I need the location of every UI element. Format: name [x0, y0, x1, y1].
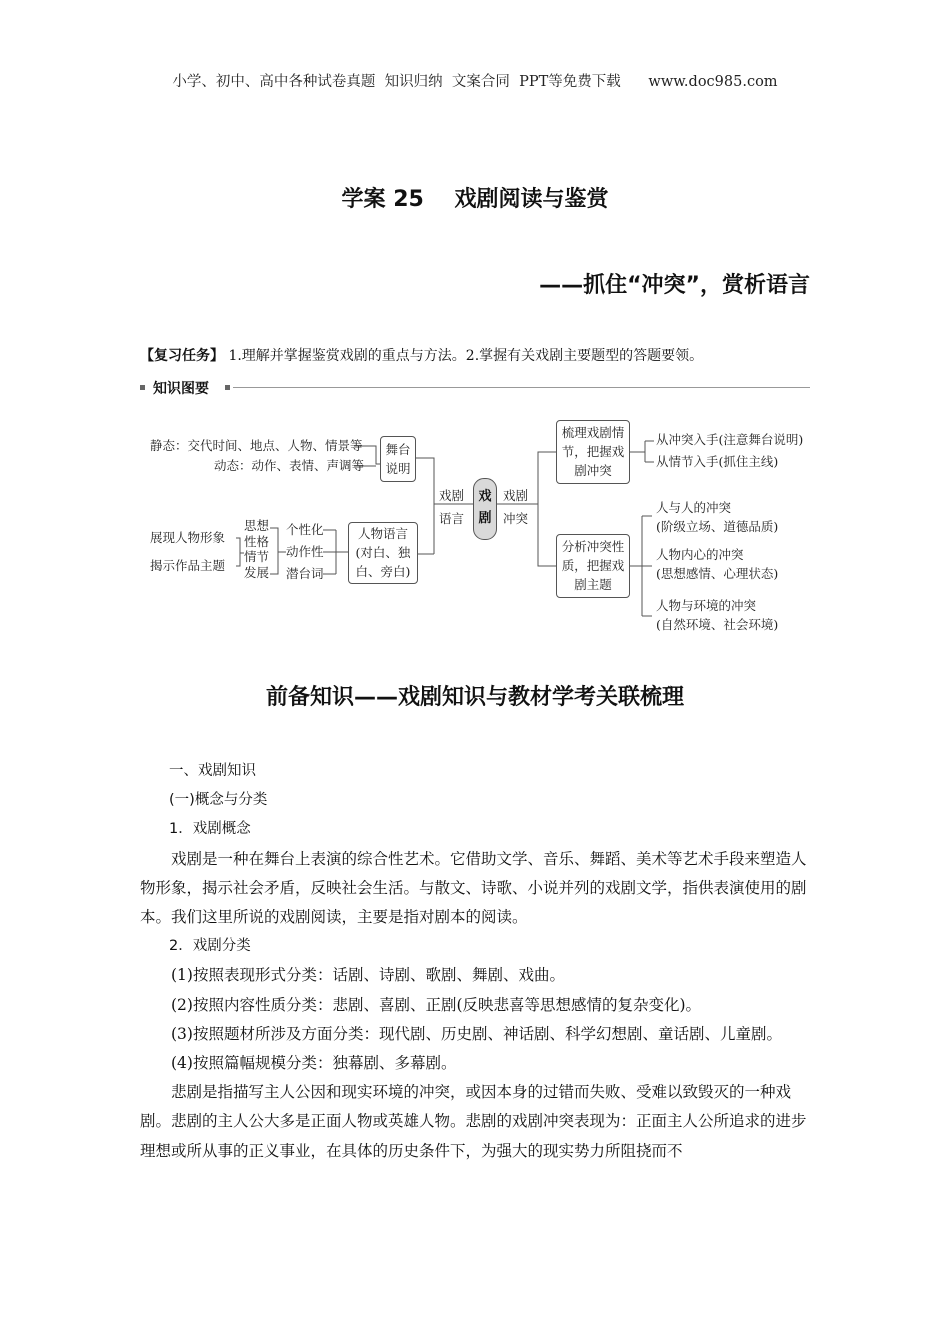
dynamic-description: 动态：动作、表情、声调等	[214, 458, 365, 473]
reveal-theme-text: 揭示作品主题	[150, 558, 226, 573]
classification-item-2: (2)按照内容性质分类：悲剧、喜剧、正剧(反映悲喜等思想感情的复杂变化)。	[171, 995, 702, 1014]
analyze-conflict-box	[556, 534, 630, 598]
stage-line-1: 舞台	[385, 442, 411, 457]
heading-drama-knowledge: 一、戏剧知识	[169, 763, 256, 779]
heading-drama-concept: 1．戏剧概念	[169, 821, 251, 838]
paragraph-drama-concept: 戏剧是一种在舞台上表演的综合性艺术。它借助文学、音乐、舞蹈、美术等艺术手段来塑造人物形象，揭示社会矛盾，反映社会生活。与散文、诗歌、小说并列的戏剧文学，指供表演使用的剧本。我们这里所说的戏剧阅读，主要是指对剧本的阅读。	[140, 849, 807, 927]
heading-drama-classification: 2．戏剧分类	[169, 938, 251, 955]
word-development: 发展	[244, 564, 270, 580]
square-bullet-icon	[225, 385, 230, 390]
body-text	[140, 757, 810, 1166]
lang-label-2: 语言	[439, 511, 465, 526]
analyze-line-1: 分析冲突性	[561, 539, 625, 554]
center-char-2: 剧	[478, 511, 492, 526]
analyze-line-3: 剧主题	[574, 577, 612, 592]
sort-line-2: 节，把握戏	[561, 444, 625, 459]
review-task	[140, 345, 820, 365]
review-text: 1.理解并掌握鉴赏戏剧的重点与方法。2.掌握有关戏剧主要题型的答题要领。	[224, 348, 704, 364]
heading-concept-classification: (一)概念与分类	[169, 792, 268, 809]
drama-center-node	[473, 478, 497, 540]
show-character-text: 展现人物形象	[150, 530, 226, 545]
sort-item-2: 从情节入手(抓住主线)	[656, 454, 779, 469]
conflict-label-2: 冲突	[503, 511, 529, 526]
sort-line-1: 梳理戏剧情	[561, 425, 625, 440]
conflict-3-title: 人物与环境的冲突	[656, 598, 757, 613]
word-thought: 思想	[244, 518, 270, 533]
knowledge-mindmap	[140, 408, 820, 638]
word-personality: 性格	[244, 533, 270, 549]
center-char-1: 戏	[478, 489, 492, 504]
conflict-1-detail: (阶级立场、道德品质)	[656, 519, 779, 534]
lang-label-1: 戏剧	[439, 488, 465, 503]
review-label: 【复习任务】	[140, 348, 224, 364]
word-plot: 情节	[244, 549, 270, 564]
speech-type-3: 潜台词	[286, 566, 324, 581]
conflict-label-1: 戏剧	[503, 488, 529, 503]
conflict-1-title: 人与人的冲突	[656, 500, 732, 515]
classification-item-3: (3)按照题材所涉及方面分类：现代剧、历史剧、神话剧、科学幻想剧、童话剧、儿童剧。	[171, 1024, 782, 1043]
divider-line	[233, 387, 810, 388]
square-bullet-icon	[140, 385, 145, 390]
character-language-box	[348, 522, 418, 584]
knowledge-map-title: 知识图要	[153, 381, 209, 397]
analyze-line-2: 质，把握戏	[561, 558, 625, 573]
sort-plot-box	[556, 420, 630, 484]
conflict-type-3	[656, 596, 778, 634]
static-description: 静态：交代时间、地点、人物、情景等	[150, 438, 363, 453]
classification-item-1: (1)按照表现形式分类：话剧、诗剧、歌剧、舞剧、戏曲。	[171, 966, 565, 985]
char-lang-line-2: (对白、独	[355, 545, 411, 560]
page-header: 小学、初中、高中各种试卷真题 知识归纳 文案合同 PPT等免费下载 www.doc985.com	[172, 74, 778, 90]
classification-item-4: (4)按照篇幅规模分类：独幕剧、多幕剧。	[171, 1054, 457, 1073]
page-title: 学案 25 戏剧阅读与鉴赏	[341, 187, 609, 212]
drama-conflict-label	[503, 484, 528, 530]
char-lang-line-1: 人物语言	[357, 526, 408, 541]
stage-line-2: 说明	[385, 461, 411, 476]
section-heading: 前备知识——戏剧知识与教材学考关联梳理	[265, 685, 684, 710]
paragraph-tragedy: 悲剧是指描写主人公因和现实环境的冲突，或因本身的过错而失败、受难以致毁灭的一种戏剧。悲剧的主人公大多是正面人物或英雄人物。悲剧的戏剧冲突表现为：正面主人公所追求的进步理想或所从事的正义事业，在具体的历史条件下，为强大的现实势力所阻挠而不	[140, 1083, 807, 1160]
sort-line-3: 剧冲突	[574, 463, 612, 478]
drama-language-label	[439, 484, 464, 530]
char-lang-line-3: 白、旁白)	[355, 564, 411, 579]
conflict-2-detail: (思想感情、心理状态)	[656, 566, 779, 581]
stage-direction-box	[380, 436, 416, 482]
speech-type-2: 动作性	[286, 544, 324, 559]
sort-item-1: 从冲突入手(注意舞台说明)	[656, 432, 804, 447]
conflict-3-detail: (自然环境、社会环境)	[656, 617, 779, 632]
four-words-column	[244, 518, 269, 580]
conflict-type-1	[656, 498, 778, 536]
conflict-2-title: 人物内心的冲突	[656, 547, 744, 562]
page-subtitle: ——抓住“冲突”，赏析语言	[539, 273, 810, 298]
conflict-type-2	[656, 545, 778, 583]
knowledge-map-label	[140, 378, 810, 398]
speech-type-1: 个性化	[286, 522, 324, 537]
